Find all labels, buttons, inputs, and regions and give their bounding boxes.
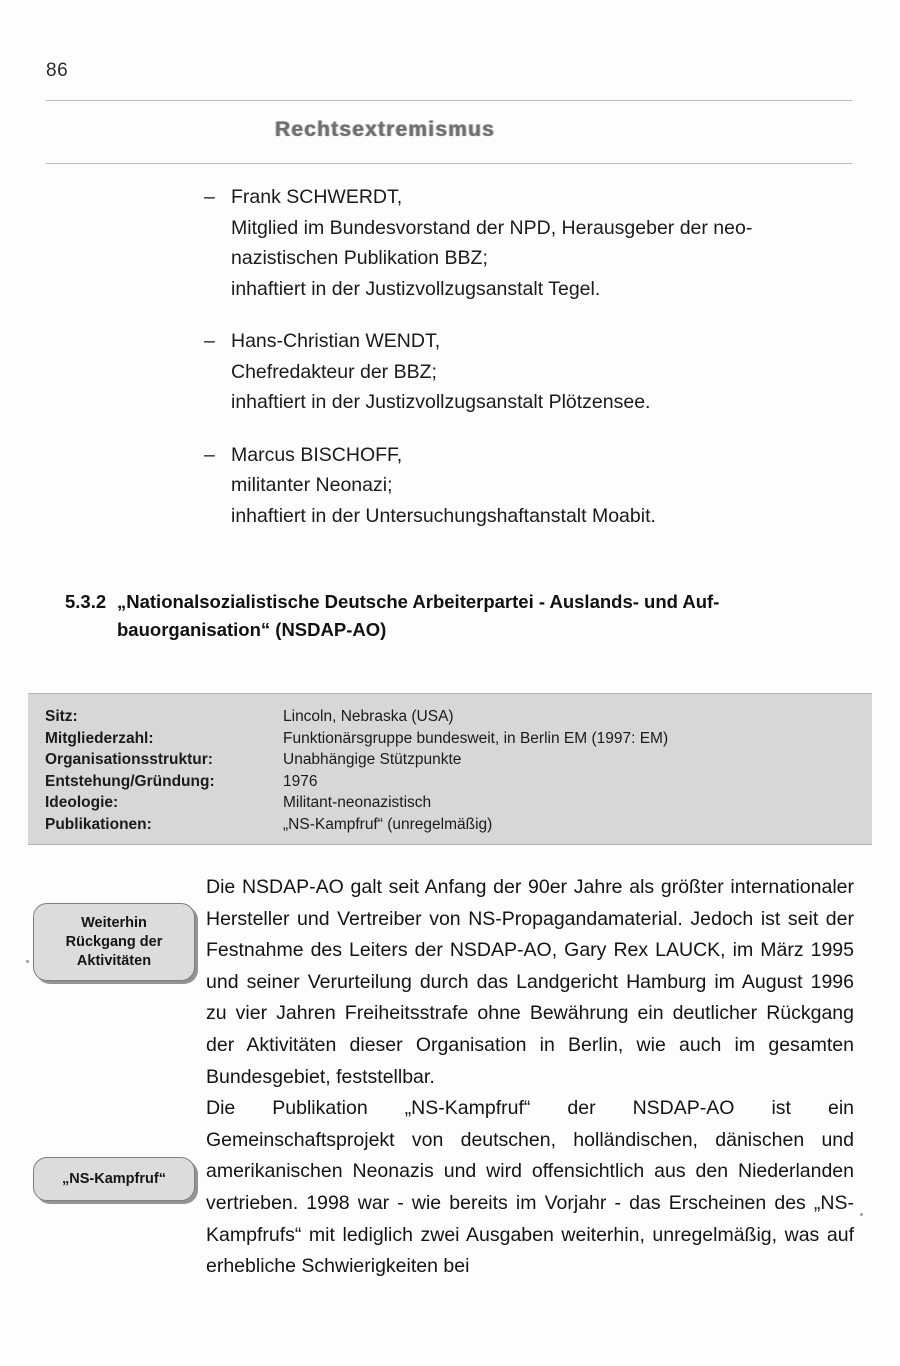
list-item-line: Chefredakteur der BBZ;	[231, 360, 437, 383]
section-number: 5.3.2	[65, 591, 107, 612]
info-label: Sitz:	[45, 708, 78, 725]
list-item-line: inhaftiert in der Justizvollzugsanstalt Tegel.	[231, 277, 601, 300]
list-item	[204, 440, 854, 532]
scan-speck	[860, 1213, 863, 1216]
section-title-line1: „Nationalsozialistische Deutsche Arbeiterpartei - Auslands- und Auf-	[117, 591, 720, 612]
margin-note-rueckgang: Weiterhin Rückgang der Aktivitäten	[33, 903, 195, 981]
list-item-line: Mitglied im Bundesvorstand der NPD, Herausgeber der neo-	[231, 216, 753, 239]
dash-bullet: –	[204, 443, 215, 466]
section-title-line2: bauorganisation“ (NSDAP-AO)	[117, 619, 387, 640]
list-item-line: inhaftiert in der Justizvollzugsanstalt Plötzensee.	[231, 391, 651, 413]
list-item-line: Hans-Christian WENDT,	[231, 330, 441, 352]
page-number: 86	[46, 60, 69, 81]
list-item-line: Frank SCHWERDT,	[231, 186, 403, 208]
section-heading	[65, 588, 855, 644]
info-value: Unabhängige Stützpunkte	[283, 751, 462, 768]
person-list	[204, 182, 854, 553]
dash-bullet: –	[204, 330, 215, 352]
info-value: 1976	[283, 772, 318, 790]
list-item-line: inhaftiert in der Untersuchungshaftanstalt Moabit.	[231, 504, 656, 527]
info-label: Ideologie:	[45, 794, 119, 811]
info-value: Lincoln, Nebraska (USA)	[283, 708, 454, 725]
list-item-line: nazistischen Publikation BBZ;	[231, 247, 488, 269]
info-label: Organisationsstruktur:	[45, 751, 213, 768]
scan-speck	[26, 960, 29, 963]
paragraph: Die Publikation „NS-Kampfruf“ der NSDAP-AO ist ein Gemeinschaftsprojekt von deutschen, holländischen, dänischen und amerikanischen Neonazis und wird offensichtlich aus den Niederlanden vertrieben. 1998 war - wie bereits im Vorjahr - das Erscheinen des „NS-Kampfrufs“ mit lediglich zwei Ausgaben weiterhin, unregelmäßig, was auf erhebliche Schwierigkeiten bei	[206, 1097, 854, 1278]
info-value: „NS-Kampfruf“ (unregelmäßig)	[283, 815, 493, 833]
info-label: Publikationen:	[45, 815, 152, 833]
body-text	[206, 872, 854, 1283]
page-title: Rechtsextremismus	[275, 118, 495, 141]
info-label: Mitgliederzahl:	[45, 729, 154, 747]
table-row	[45, 792, 862, 814]
paragraph: Die NSDAP-AO galt seit Anfang der 90er Jahre als größter internationaler Hersteller und Vertreiber von NS-Propagandamaterial. Jedoch ist seit der Festnahme des Leiters der NSDAP-AO, Gary Rex LAUCK, im März 1995 und seiner Verurteilung durch das Landgericht Hamburg im August 1996 zu vier Jahren Freiheitsstrafe ohne Bewährung ein deutlicher Rückgang der Aktivitäten dieser Organisation in Berlin, wie auch im gesamten Bundesgebiet, feststellbar.	[206, 876, 854, 1088]
dash-bullet: –	[204, 186, 215, 208]
table-row	[45, 814, 862, 836]
list-item-line: militanter Neonazi;	[231, 474, 393, 496]
list-item-line: Marcus BISCHOFF,	[231, 443, 403, 466]
table-row	[45, 749, 862, 771]
list-item	[204, 182, 854, 304]
organization-infobox	[28, 693, 872, 845]
info-label: Entstehung/Gründung:	[45, 772, 215, 790]
info-value: Militant-neonazistisch	[283, 794, 432, 811]
info-value: Funktionärsgruppe bundesweit, in Berlin EM (1997: EM)	[283, 729, 669, 747]
margin-note-kampfruf: „NS-Kampfruf“	[33, 1157, 195, 1201]
table-row	[45, 771, 862, 793]
table-row	[45, 728, 862, 750]
table-row	[45, 706, 862, 728]
list-item	[204, 326, 854, 418]
